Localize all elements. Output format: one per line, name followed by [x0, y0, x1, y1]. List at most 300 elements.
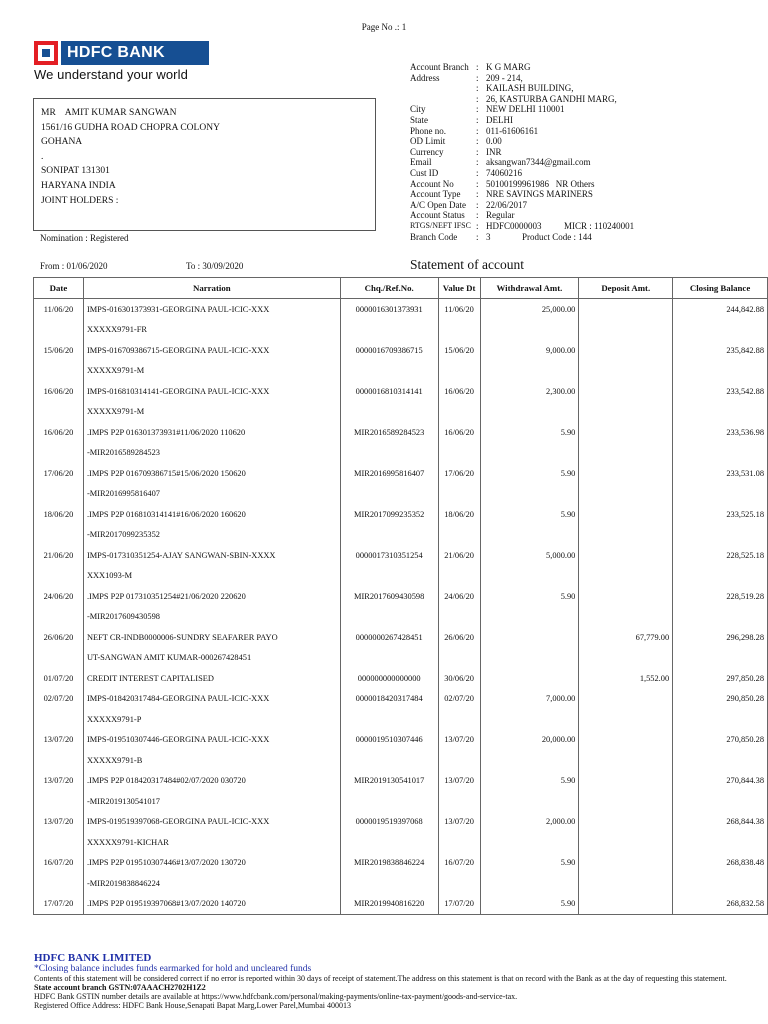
- bank-tagline: We understand your world: [34, 67, 188, 82]
- txn-withdrawal: 5.90: [480, 422, 579, 443]
- txn-deposit: [579, 730, 673, 751]
- table-header-row: [34, 278, 768, 299]
- table-row: [34, 812, 768, 833]
- txn-narration-cont: -MIR2016995816407: [83, 484, 340, 505]
- empty-cell: [340, 750, 438, 771]
- txn-deposit: [579, 299, 673, 320]
- table-row: [34, 853, 768, 874]
- table-row-continuation: [34, 361, 768, 382]
- empty-cell: [673, 525, 768, 546]
- empty-cell: [579, 484, 673, 505]
- empty-cell: [480, 648, 579, 669]
- txn-value-date: 16/06/20: [438, 381, 480, 402]
- txn-ref-no: 0000019510307446: [340, 730, 438, 751]
- branch-detail-row: [410, 104, 634, 115]
- table-row: [34, 504, 768, 525]
- branch-detail-value: 209 - 214,: [486, 72, 523, 83]
- branch-detail-label: Currency: [410, 146, 444, 157]
- empty-cell: [34, 607, 84, 628]
- empty-cell: [34, 525, 84, 546]
- empty-cell: [34, 443, 84, 464]
- customer-address-line: SONIPAT 131301: [41, 166, 110, 177]
- txn-narration: .IMPS P2P 017310351254#21/06/2020 220620: [83, 586, 340, 607]
- statement-period: [40, 261, 244, 271]
- txn-withdrawal: 5,000.00: [480, 545, 579, 566]
- table-row: [34, 730, 768, 751]
- txn-closing-balance: 235,842.88: [673, 340, 768, 361]
- nomination-status: Nomination : Registered: [40, 233, 129, 243]
- txn-date: 18/06/20: [34, 504, 84, 525]
- empty-cell: [673, 791, 768, 812]
- txn-date: 16/06/20: [34, 381, 84, 402]
- table-row: [34, 771, 768, 792]
- txn-ref-no: MIR2019940816220: [340, 894, 438, 915]
- table-row: [34, 381, 768, 402]
- customer-address-line: MR AMIT KUMAR SANGWAN: [41, 108, 177, 118]
- empty-cell: [673, 361, 768, 382]
- txn-ref-no: MIR2016995816407: [340, 463, 438, 484]
- txn-deposit: [579, 422, 673, 443]
- txn-withdrawal: 9,000.00: [480, 340, 579, 361]
- footer-gstin: State account branch GSTN:07AAACH2702H1Z2: [34, 982, 206, 992]
- empty-cell: [579, 709, 673, 730]
- txn-closing-balance: 233,542.88: [673, 381, 768, 402]
- empty-cell: [34, 648, 84, 669]
- label-separator: :: [476, 104, 479, 115]
- txn-narration-cont: -MIR2017099235352: [83, 525, 340, 546]
- branch-detail-row: [410, 136, 634, 147]
- empty-cell: [438, 566, 480, 587]
- txn-deposit: 67,779.00: [579, 627, 673, 648]
- txn-value-date: 13/07/20: [438, 771, 480, 792]
- txn-date: 15/06/20: [34, 340, 84, 361]
- txn-value-date: 26/06/20: [438, 627, 480, 648]
- branch-detail-value: Regular: [486, 210, 515, 221]
- txn-closing-balance: 268,838.48: [673, 853, 768, 874]
- footer-bank-name: HDFC BANK LIMITED: [34, 952, 152, 964]
- empty-cell: [579, 607, 673, 628]
- txn-closing-balance: 297,850.28: [673, 668, 768, 689]
- txn-withdrawal: 5.90: [480, 504, 579, 525]
- empty-cell: [438, 709, 480, 730]
- empty-cell: [438, 443, 480, 464]
- empty-cell: [579, 832, 673, 853]
- table-row-continuation: [34, 607, 768, 628]
- empty-cell: [438, 525, 480, 546]
- empty-cell: [480, 443, 579, 464]
- txn-narration: .IMPS P2P 019510307446#13/07/2020 130720: [83, 853, 340, 874]
- empty-cell: [673, 873, 768, 894]
- empty-cell: [438, 361, 480, 382]
- txn-value-date: 13/07/20: [438, 730, 480, 751]
- txn-withdrawal: 5.90: [480, 463, 579, 484]
- txn-ref-no: MIR2017099235352: [340, 504, 438, 525]
- txn-narration-cont: XXX1093-M: [83, 566, 340, 587]
- txn-deposit: [579, 853, 673, 874]
- txn-narration-cont: XXXXX9791-M: [83, 402, 340, 423]
- empty-cell: [340, 832, 438, 853]
- label-separator: :: [476, 146, 479, 157]
- txn-narration: CREDIT INTEREST CAPITALISED: [83, 668, 340, 689]
- branch-detail-row: [410, 83, 634, 94]
- txn-deposit: [579, 771, 673, 792]
- branch-detail-row: [410, 126, 634, 137]
- txn-value-date: 21/06/20: [438, 545, 480, 566]
- txn-narration-cont: -MIR2017609430598: [83, 607, 340, 628]
- branch-detail-row: [410, 73, 634, 84]
- branch-detail-label: State: [410, 114, 428, 125]
- label-separator: :: [476, 157, 479, 168]
- table-row: [34, 668, 768, 689]
- footer-gstin-note: HDFC Bank GSTIN number details are available at https://www.hdfcbank.com/personal/making-payments/online-tax-payment/goods-and-service-tax.: [34, 991, 518, 1001]
- txn-withdrawal: 25,000.00: [480, 299, 579, 320]
- txn-narration-cont: XXXXX9791-B: [83, 750, 340, 771]
- empty-cell: [340, 525, 438, 546]
- txn-closing-balance: 268,832.58: [673, 894, 768, 915]
- table-row: [34, 894, 768, 915]
- txn-deposit: [579, 689, 673, 710]
- empty-cell: [579, 750, 673, 771]
- empty-cell: [673, 607, 768, 628]
- txn-ref-no: 0000016709386715: [340, 340, 438, 361]
- table-row-continuation: [34, 525, 768, 546]
- empty-cell: [340, 443, 438, 464]
- footer-balance-note: *Closing balance includes funds earmarked for hold and uncleared funds: [34, 964, 312, 974]
- empty-cell: [438, 320, 480, 341]
- txn-deposit: [579, 545, 673, 566]
- txn-date: 11/06/20: [34, 299, 84, 320]
- col-date: Date: [34, 278, 84, 299]
- branch-detail-value: HDFC0000003 MICR : 110240001: [486, 220, 635, 231]
- logo-text: HDFC BANK: [61, 41, 209, 65]
- label-separator: :: [476, 210, 479, 221]
- footer-registered-office: Registered Office Address: HDFC Bank House,Senapati Bapat Marg,Lower Parel,Mumbai 400013: [34, 1000, 351, 1010]
- empty-cell: [673, 750, 768, 771]
- txn-closing-balance: 233,531.08: [673, 463, 768, 484]
- txn-deposit: [579, 586, 673, 607]
- txn-deposit: [579, 463, 673, 484]
- table-row: [34, 299, 768, 320]
- empty-cell: [34, 320, 84, 341]
- txn-deposit: [579, 504, 673, 525]
- txn-date: 24/06/20: [34, 586, 84, 607]
- branch-detail-label: Account Status: [410, 210, 465, 221]
- empty-cell: [34, 873, 84, 894]
- txn-narration: IMPS-016709386715-GEORGINA PAUL-ICIC-XXX: [83, 340, 340, 361]
- customer-address-line: 1561/16 GUDHA ROAD CHOPRA COLONY: [41, 122, 220, 133]
- branch-detail-value: DELHI: [486, 114, 513, 125]
- branch-detail-value: 74060216: [486, 167, 522, 178]
- txn-narration-cont: -MIR2016589284523: [83, 443, 340, 464]
- txn-date: 17/07/20: [34, 894, 84, 915]
- txn-date: 16/06/20: [34, 422, 84, 443]
- footer-disclaimer: Contents of this statement will be considered correct if no error is reported within 30 days of receipt of statement.The address on this statement is that on record with the Bank as at the day of requesting this statement.: [34, 974, 727, 983]
- col-value-date: Value Dt: [438, 278, 480, 299]
- txn-value-date: 16/07/20: [438, 853, 480, 874]
- txn-closing-balance: 233,525.18: [673, 504, 768, 525]
- table-row: [34, 586, 768, 607]
- txn-closing-balance: 233,536.98: [673, 422, 768, 443]
- txn-ref-no: MIR2016589284523: [340, 422, 438, 443]
- txn-value-date: 16/06/20: [438, 422, 480, 443]
- branch-detail-label: Account No: [410, 178, 454, 189]
- txn-date: 13/07/20: [34, 771, 84, 792]
- branch-detail-label: Email: [410, 157, 432, 168]
- branch-detail-row: [410, 189, 634, 200]
- branch-detail-row: [410, 147, 634, 158]
- customer-address-line: HARYANA INDIA: [41, 180, 116, 191]
- label-separator: :: [476, 125, 479, 136]
- empty-cell: [673, 443, 768, 464]
- table-row-continuation: [34, 443, 768, 464]
- empty-cell: [438, 791, 480, 812]
- txn-value-date: 13/07/20: [438, 812, 480, 833]
- empty-cell: [340, 791, 438, 812]
- txn-narration-cont: -MIR2019838846224: [83, 873, 340, 894]
- col-closing-balance: Closing Balance: [673, 278, 768, 299]
- txn-value-date: 24/06/20: [438, 586, 480, 607]
- table-row: [34, 689, 768, 710]
- branch-detail-label: Address: [410, 72, 440, 83]
- empty-cell: [340, 361, 438, 382]
- empty-cell: [34, 791, 84, 812]
- txn-withdrawal: 5.90: [480, 771, 579, 792]
- empty-cell: [438, 750, 480, 771]
- txn-narration: .IMPS P2P 018420317484#02/07/2020 030720: [83, 771, 340, 792]
- txn-narration-cont: -MIR2019130541017: [83, 791, 340, 812]
- empty-cell: [438, 648, 480, 669]
- txn-date: 13/07/20: [34, 812, 84, 833]
- empty-cell: [673, 709, 768, 730]
- col-ref: Chq./Ref.No.: [340, 278, 438, 299]
- txn-narration: NEFT CR-INDB0000006-SUNDRY SEAFARER PAYO: [83, 627, 340, 648]
- txn-date: 02/07/20: [34, 689, 84, 710]
- txn-date: 26/06/20: [34, 627, 84, 648]
- txn-ref-no: MIR2019838846224: [340, 853, 438, 874]
- branch-detail-label: Account Type: [410, 189, 461, 200]
- txn-closing-balance: 228,525.18: [673, 545, 768, 566]
- branch-detail-value: NEW DELHI 110001: [486, 104, 565, 115]
- table-row: [34, 463, 768, 484]
- txn-closing-balance: 296,298.28: [673, 627, 768, 648]
- txn-narration-cont: XXXXX9791-KICHAR: [83, 832, 340, 853]
- customer-address-line: JOINT HOLDERS :: [41, 195, 119, 206]
- branch-detail-value: 22/06/2017: [486, 199, 528, 210]
- branch-detail-value: INR: [486, 146, 502, 157]
- branch-detail-label: A/C Open Date: [410, 199, 466, 210]
- txn-value-date: 15/06/20: [438, 340, 480, 361]
- txn-narration-cont: XXXXX9791-P: [83, 709, 340, 730]
- empty-cell: [579, 443, 673, 464]
- txn-date: 01/07/20: [34, 668, 84, 689]
- branch-detail-row: [410, 157, 634, 168]
- label-separator: :: [476, 220, 479, 231]
- empty-cell: [480, 750, 579, 771]
- table-row-continuation: [34, 566, 768, 587]
- empty-cell: [673, 320, 768, 341]
- table-row-continuation: [34, 648, 768, 669]
- txn-narration-cont: UT-SANGWAN AMIT KUMAR-000267428451: [83, 648, 340, 669]
- branch-detail-value: 011-61606161: [486, 125, 539, 136]
- empty-cell: [673, 566, 768, 587]
- empty-cell: [340, 648, 438, 669]
- txn-ref-no: 000000000000000: [340, 668, 438, 689]
- txn-narration: IMPS-016301373931-GEORGINA PAUL-ICIC-XXX: [83, 299, 340, 320]
- empty-cell: [340, 873, 438, 894]
- table-row-continuation: [34, 750, 768, 771]
- empty-cell: [438, 873, 480, 894]
- empty-cell: [438, 402, 480, 423]
- txn-deposit: 1,552.00: [579, 668, 673, 689]
- table-row: [34, 340, 768, 361]
- branch-detail-row: [410, 94, 634, 105]
- empty-cell: [480, 791, 579, 812]
- branch-detail-row: [410, 210, 634, 221]
- branch-detail-value: 3 Product Code : 144: [486, 231, 592, 242]
- txn-ref-no: 0000017310351254: [340, 545, 438, 566]
- txn-narration-cont: XXXXX9791-FR: [83, 320, 340, 341]
- transactions-table: [33, 277, 768, 915]
- col-narration: Narration: [83, 278, 340, 299]
- bank-logo: [34, 41, 209, 82]
- txn-value-date: 02/07/20: [438, 689, 480, 710]
- table-row-continuation: [34, 832, 768, 853]
- empty-cell: [480, 566, 579, 587]
- table-row: [34, 627, 768, 648]
- txn-ref-no: MIR2017609430598: [340, 586, 438, 607]
- empty-cell: [34, 361, 84, 382]
- empty-cell: [340, 320, 438, 341]
- empty-cell: [579, 402, 673, 423]
- empty-cell: [480, 320, 579, 341]
- txn-withdrawal: [480, 668, 579, 689]
- branch-detail-label: RTGS/NEFT IFSC: [410, 220, 471, 230]
- empty-cell: [438, 607, 480, 628]
- empty-cell: [480, 709, 579, 730]
- empty-cell: [673, 484, 768, 505]
- empty-cell: [579, 566, 673, 587]
- txn-value-date: 11/06/20: [438, 299, 480, 320]
- txn-deposit: [579, 812, 673, 833]
- empty-cell: [480, 607, 579, 628]
- label-separator: :: [476, 62, 479, 72]
- txn-withdrawal: 5.90: [480, 853, 579, 874]
- branch-detail-value: NRE SAVINGS MARINERS: [486, 189, 593, 200]
- branch-detail-value: 50100199961986 NR Others: [486, 178, 595, 189]
- txn-ref-no: MIR2019130541017: [340, 771, 438, 792]
- branch-detail-label: City: [410, 104, 426, 115]
- label-separator: :: [476, 167, 479, 178]
- txn-closing-balance: 268,844.38: [673, 812, 768, 833]
- statement-footer: [34, 952, 734, 1011]
- txn-withdrawal: [480, 627, 579, 648]
- customer-address-line: GOHANA: [41, 137, 83, 148]
- empty-cell: [579, 525, 673, 546]
- empty-cell: [673, 402, 768, 423]
- empty-cell: [673, 832, 768, 853]
- txn-date: 21/06/20: [34, 545, 84, 566]
- txn-deposit: [579, 894, 673, 915]
- page-number: Page No .: 1: [361, 22, 407, 32]
- table-row-continuation: [34, 791, 768, 812]
- table-row-continuation: [34, 873, 768, 894]
- txn-ref-no: 0000019519397068: [340, 812, 438, 833]
- empty-cell: [438, 484, 480, 505]
- empty-cell: [579, 648, 673, 669]
- period-from: From : 01/06/2020: [40, 261, 108, 271]
- empty-cell: [480, 525, 579, 546]
- label-separator: :: [476, 189, 479, 200]
- txn-narration: IMPS-018420317484-GEORGINA PAUL-ICIC-XXX: [83, 689, 340, 710]
- branch-detail-row: [410, 221, 634, 232]
- empty-cell: [480, 361, 579, 382]
- branch-detail-label: Branch Code: [410, 231, 458, 242]
- empty-cell: [480, 484, 579, 505]
- branch-details: [410, 62, 634, 242]
- txn-narration-cont: XXXXX9791-M: [83, 361, 340, 382]
- empty-cell: [438, 832, 480, 853]
- txn-closing-balance: 270,844.38: [673, 771, 768, 792]
- table-row: [34, 422, 768, 443]
- empty-cell: [480, 402, 579, 423]
- branch-detail-value: 0.00: [486, 136, 502, 147]
- customer-address-line: .: [41, 151, 44, 162]
- label-separator: :: [476, 114, 479, 125]
- empty-cell: [579, 873, 673, 894]
- table-row-continuation: [34, 402, 768, 423]
- branch-detail-row: [410, 62, 634, 73]
- empty-cell: [34, 709, 84, 730]
- customer-address-box: [33, 98, 376, 231]
- txn-withdrawal: 2,000.00: [480, 812, 579, 833]
- txn-narration: IMPS-016810314141-GEORGINA PAUL-ICIC-XXX: [83, 381, 340, 402]
- txn-value-date: 17/07/20: [438, 894, 480, 915]
- empty-cell: [340, 402, 438, 423]
- branch-detail-row: [410, 115, 634, 126]
- table-row-continuation: [34, 320, 768, 341]
- empty-cell: [340, 607, 438, 628]
- txn-ref-no: 0000016810314141: [340, 381, 438, 402]
- empty-cell: [480, 873, 579, 894]
- branch-detail-value: 26, KASTURBA GANDHI MARG,: [486, 93, 617, 104]
- txn-value-date: 30/06/20: [438, 668, 480, 689]
- empty-cell: [673, 648, 768, 669]
- txn-narration: IMPS-017310351254-AJAY SANGWAN-SBIN-XXXX: [83, 545, 340, 566]
- branch-detail-value: aksangwan7344@gmail.com: [486, 157, 591, 168]
- branch-detail-label: Phone no.: [410, 125, 446, 136]
- empty-cell: [480, 832, 579, 853]
- txn-closing-balance: 228,519.28: [673, 586, 768, 607]
- table-row-continuation: [34, 709, 768, 730]
- txn-closing-balance: 290,850.28: [673, 689, 768, 710]
- txn-deposit: [579, 340, 673, 361]
- statement-title: Statement of account: [410, 257, 524, 272]
- col-deposit: Deposit Amt.: [579, 278, 673, 299]
- hdfc-logo-icon: [34, 41, 58, 65]
- label-separator: :: [476, 178, 479, 189]
- period-to: To : 30/09/2020: [186, 261, 244, 271]
- txn-date: 16/07/20: [34, 853, 84, 874]
- label-separator: :: [476, 93, 479, 104]
- txn-withdrawal: 7,000.00: [480, 689, 579, 710]
- txn-withdrawal: 5.90: [480, 894, 579, 915]
- branch-detail-label: OD Limit: [410, 136, 446, 147]
- empty-cell: [340, 709, 438, 730]
- txn-value-date: 18/06/20: [438, 504, 480, 525]
- col-withdrawal: Withdrawal Amt.: [480, 278, 579, 299]
- branch-detail-label: Cust ID: [410, 167, 439, 178]
- txn-narration: .IMPS P2P 019519397068#13/07/2020 140720: [83, 894, 340, 915]
